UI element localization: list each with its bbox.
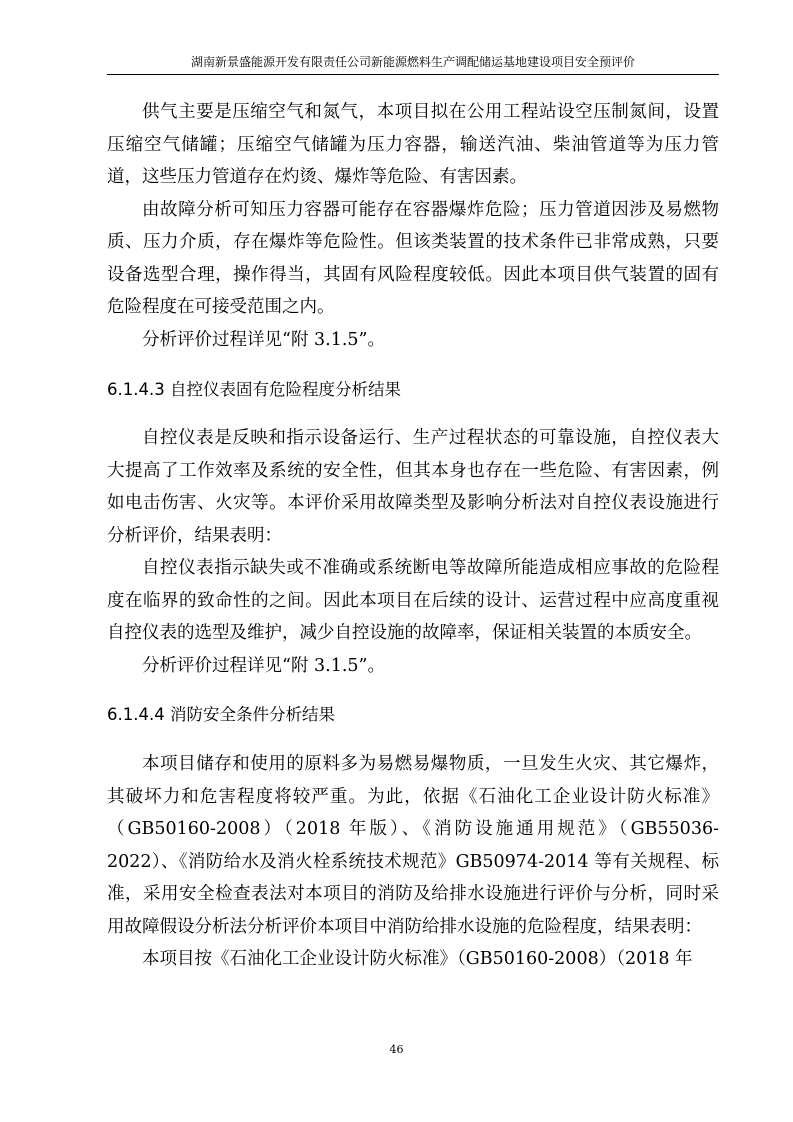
body-paragraph: 本项目按《石油化工企业设计防火标准》（GB50160-2008）（2018 年 bbox=[142, 949, 693, 969]
body-paragraph: 供气主要是压缩空气和氮气，本项目拟在公用工程站设空压制氮间，设置压缩空气储罐；压缩空气储罐为压力容器，输送汽油、柴油管道等为压力管道，这些压力管道存在灼烫、爆炸等危险、有害因素。 bbox=[107, 102, 719, 187]
section-heading-6-1-4-4: 6.1.4.4 消防安全条件分析结果 bbox=[107, 705, 335, 724]
body-paragraph: 分析评价过程详见“附 3.1.5”。 bbox=[142, 329, 385, 350]
body-paragraph: 本项目储存和使用的原料多为易燃易爆物质，一旦发生火灾、其它爆炸，其破坏力和危害程度将较严重。为此，依据《石油化工企业设计防火标准》（GB50160-2008）（2018 年版）、《消防设施通用规范》（GB55036-2022）、《消防给水及消火栓系统技术规范》GB50974-2014 等有关规程、标准，采用安全检查表法对本项目的消防及给排水设施进行评价与分析，同时采用故障假设分析法分析评价本项目中消防给排水设施的危险程度，结果表明： bbox=[107, 754, 719, 937]
running-header: 湖南新景盛能源开发有限责任公司新能源燃料生产调配储运基地建设项目安全预评价 bbox=[107, 54, 719, 75]
body-paragraph: 自控仪表是反映和指示设备运行、生产过程状态的可靠设施，自控仪表大大提高了工作效率及系统的安全性，但其本身也存在一些危险、有害因素，例如电击伤害、火灾等。本评价采用故障类型及影响分析法对自控仪表设施进行分析评价，结果表明： bbox=[107, 428, 719, 546]
body-paragraph: 自控仪表指示缺失或不准确或系统断电等故障所能造成相应事故的危险程度在临界的致命性的之间。因此本项目在后续的设计、运营过程中应高度重视自控仪表的选型及维护，减少自控设施的故障率，保证相关装置的本质安全。 bbox=[107, 558, 719, 643]
body-paragraph: 由故障分析可知压力容器可能存在容器爆炸危险；压力管道因涉及易燃物质、压力介质，存在爆炸等危险性。但该类装置的技术条件已非常成熟，只要设备选型合理，操作得当，其固有风险程度较低。因此本项目供气装置的固有危险程度在可接受范围之内。 bbox=[107, 199, 719, 317]
body-paragraph: 分析评价过程详见“附 3.1.5”。 bbox=[142, 655, 385, 676]
document-body bbox=[107, 96, 719, 976]
page-number: 46 bbox=[389, 1043, 404, 1056]
section-heading-6-1-4-3: 6.1.4.3 自控仪表固有危险程度分析结果 bbox=[107, 380, 401, 399]
